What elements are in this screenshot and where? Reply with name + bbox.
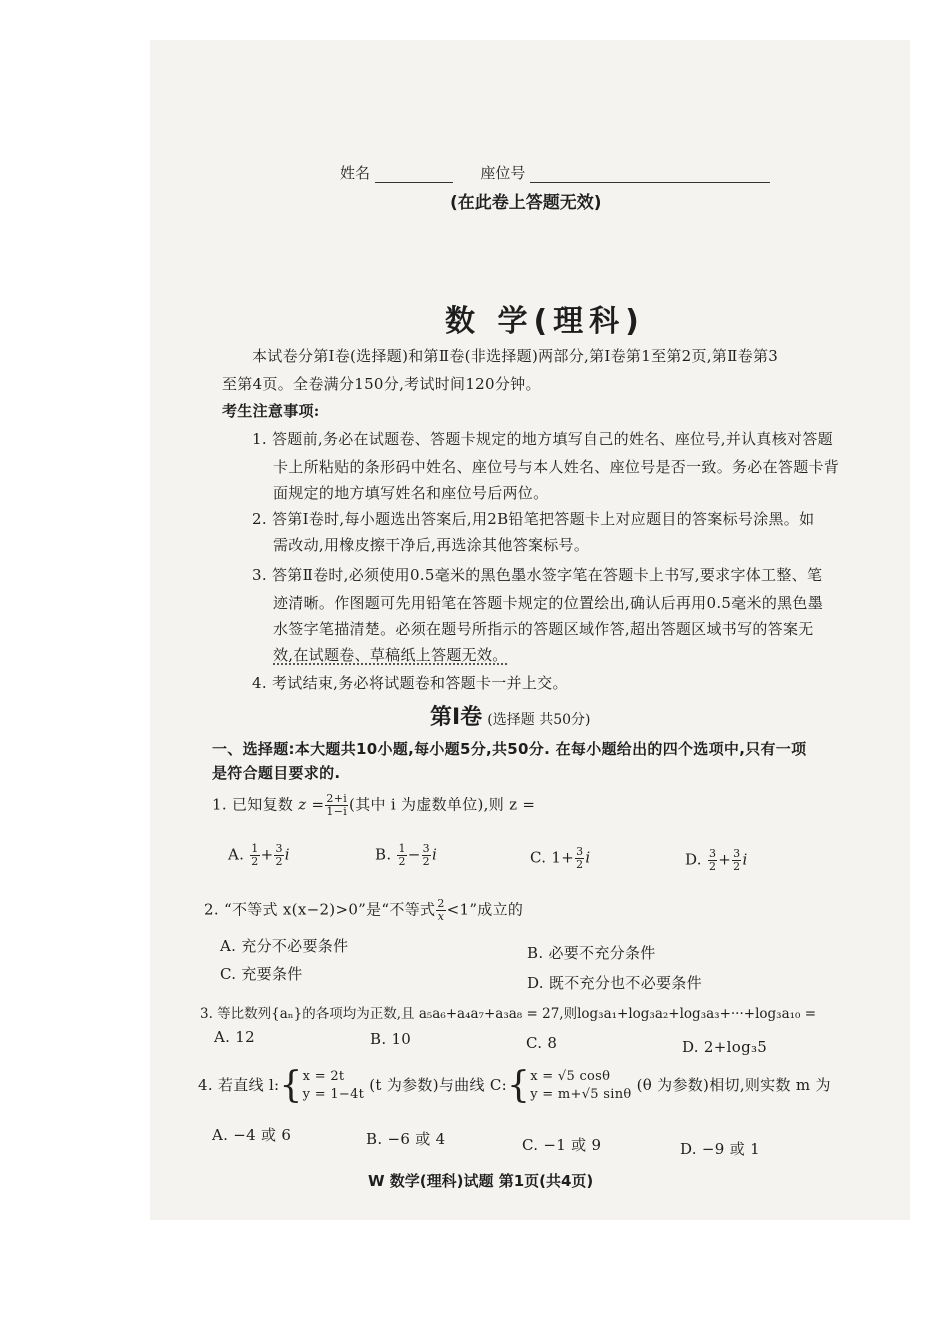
question-2-option-c: C. 充要条件 bbox=[220, 965, 303, 983]
question-4-option-a: A. −4 或 6 bbox=[212, 1126, 292, 1144]
note-3-line-4: 效,在试题卷、草稿纸上答题无效。 bbox=[273, 646, 508, 664]
question-1-option-c: C. 1+ $\frac{3}{2}$ i bbox=[530, 845, 591, 871]
question-3-option-b: B. 10 bbox=[370, 1030, 412, 1048]
question-2-option-a: A. 充分不必要条件 bbox=[220, 937, 349, 955]
invalid-answer-notice: (在此卷上答题无效) bbox=[450, 193, 602, 213]
q1-fraction: $\frac{2+i}{1-i}$ bbox=[326, 792, 348, 818]
question-3-stem: 3. 等比数列{aₙ}的各项均为正数,且 a₅a₆+a₄a₇+a₃a₈ = 27,则log₃a₁+log₃a₂+log₃a₃+···+log₃a₁₀ = bbox=[200, 1006, 817, 1022]
question-1-option-a: A. $\frac{1}{2}$ + $\frac{3}{2}$ i bbox=[228, 842, 290, 868]
curve-c-equations: x = √5 cosθ y = m+√5 sinθ bbox=[530, 1069, 632, 1102]
note-1-line-1: 1. 答题前,务必在试题卷、答题卡规定的地方填写自己的姓名、座位号,并认真核对答题 bbox=[252, 430, 833, 448]
question-4-option-c: C. −1 或 9 bbox=[522, 1136, 602, 1154]
q2-fraction: $\frac{2}{x}$ bbox=[437, 897, 445, 923]
note-1-line-2: 卡上所粘贴的条形码中姓名、座位号与本人姓名、座位号是否一致。务必在答题卡背 bbox=[273, 458, 840, 476]
question-2-stem: 2. “不等式 x(x−2)>0”是“不等式 $\frac{2}{x}$ <1”成立的 bbox=[204, 897, 524, 923]
section-1-line-2: 是符合题目要求的. bbox=[212, 764, 341, 782]
question-1-option-d: D. $\frac{3}{2}$ + $\frac{3}{2}$ i bbox=[685, 847, 748, 873]
volume-1-subtitle: (选择题 共50分) bbox=[487, 712, 591, 728]
name-field bbox=[340, 162, 770, 183]
question-3-option-c: C. 8 bbox=[526, 1034, 558, 1052]
left-brace-icon: { bbox=[506, 1065, 531, 1106]
question-4-stem: 4. 若直线 l:{ x = 2t y = 1−4t (t 为参数)与曲线 C:{ x = √5 cosθ y = m+√5 sinθ (θ 为参数)相切,则实数 m 为 bbox=[198, 1065, 831, 1106]
question-2-option-b: B. 必要不充分条件 bbox=[527, 944, 656, 962]
note-3-line-3: 水签字笔描清楚。必须在题号所指示的答题区域作答,超出答题区域书写的答案无 bbox=[273, 620, 814, 638]
question-2-option-d: D. 既不充分也不必要条件 bbox=[527, 974, 702, 992]
volume-1-heading bbox=[430, 700, 590, 731]
note-4-line-1: 4. 考试结束,务必将试题卷和答题卡一并上交。 bbox=[252, 674, 568, 692]
question-1-stem: 1. 已知复数 z = $\frac{2+i}{1-i}$ (其中 i 为虚数单位),则 z = bbox=[212, 792, 536, 818]
note-2-line-2: 需改动,用橡皮擦干净后,再选涂其他答案标号。 bbox=[273, 536, 590, 554]
page-title: 数 学(理科) bbox=[445, 304, 645, 339]
question-1-option-b: B. $\frac{1}{2}$ − $\frac{3}{2}$ i bbox=[375, 842, 438, 868]
question-4-option-d: D. −9 或 1 bbox=[680, 1140, 760, 1158]
line-l-equations: x = 2t y = 1−4t bbox=[302, 1069, 365, 1102]
seat-label: 座位号 bbox=[480, 164, 526, 182]
page-footer: W 数学(理科)试题 第1页(共4页) bbox=[368, 1172, 594, 1190]
section-1-line-1: 一、选择题:本大题共10小题,每小题5分,共50分. 在每小题给出的四个选项中,只有一项 bbox=[212, 740, 807, 758]
volume-1-title: 第Ⅰ卷 bbox=[430, 705, 483, 730]
intro-line-1: 本试卷分第Ⅰ卷(选择题)和第Ⅱ卷(非选择题)两部分,第Ⅰ卷第1至第2页,第Ⅱ卷第3 bbox=[252, 347, 779, 365]
question-3-option-d: D. 2+log₃5 bbox=[682, 1038, 768, 1056]
left-brace-icon: { bbox=[279, 1065, 303, 1106]
name-blank bbox=[375, 166, 453, 183]
note-1-line-3: 面规定的地方填写姓名和座位号后两位。 bbox=[273, 484, 549, 502]
name-label: 姓名 bbox=[340, 164, 371, 182]
seat-blank bbox=[530, 166, 770, 183]
intro-line-2: 至第4页。全卷满分150分,考试时间120分钟。 bbox=[222, 375, 541, 393]
note-3-line-1: 3. 答第Ⅱ卷时,必须使用0.5毫米的黑色墨水签字笔在答题卡上书写,要求字体工整、笔 bbox=[252, 566, 823, 584]
notes-heading: 考生注意事项: bbox=[222, 402, 320, 420]
question-4-option-b: B. −6 或 4 bbox=[366, 1130, 446, 1148]
note-2-line-1: 2. 答第Ⅰ卷时,每小题选出答案后,用2B铅笔把答题卡上对应题目的答案标号涂黑。如 bbox=[252, 510, 815, 528]
note-3-line-2: 迹清晰。作图题可先用铅笔在答题卡规定的位置绘出,确认后再用0.5毫米的黑色墨 bbox=[273, 594, 824, 612]
question-3-option-a: A. 12 bbox=[214, 1028, 255, 1046]
